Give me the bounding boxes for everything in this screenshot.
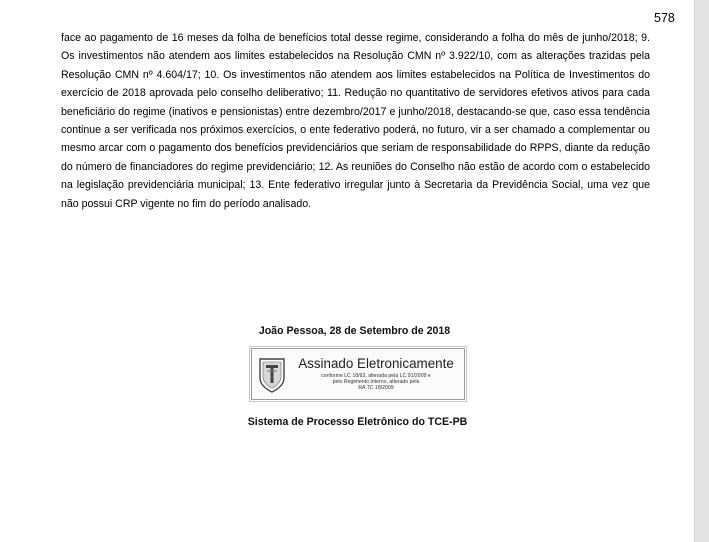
system-name: Sistema de Processo Eletrônico do TCE-PB: [247, 416, 468, 428]
seal-note-line: RA TC 18/2009: [358, 385, 394, 392]
page-number: 578: [654, 11, 675, 25]
place-and-date: João Pessoa, 28 de Setembro de 2018: [258, 325, 451, 337]
tce-pb-logo-icon: [258, 356, 286, 394]
document-body-text: face ao pagamento de 16 meses da folha de benefícios total desse regime, considerando a folha do mês de junho/2018; 9. Os investimentos não atendem aos limites estabelecidos na Resolução CMN nº 3.922/10, com as alterações trazidas pela Resolução CMN nº 4.604/17; 10. Os investimentos não atendem aos limites estabelecidos na Política de Investimentos do exercício de 2018 aprovada pelo conselho deliberativo; 11. Redução no quantitativo de servidores efetivos ativos para cada beneficiário do regime (inativos e pensionistas) entre dezembro/2017 e junho/2018, destacando-se que, caso essa tendência continue a ser verificada nos próximos exercícios, o ente federativo poderá, no futuro, vir a ser chamado a complementar ou mesmo arcar com o pagamento dos benefícios previdenciários que seriam de responsabilidade do RPPS, diante da redução do número de financiadores do regime previdenciário; 12. As reuniões do Conselho não estão de acordo com o estabelecido na legislação previdenciária municipal; 13. Ente federativo irregular junto à Secretaria da Previdência Social, uma vez que não possui CRP vigente no fim do período analisado.: [61, 32, 650, 210]
seal-title: Assinado Eletronicamente: [298, 356, 454, 371]
electronic-signature-seal: [251, 348, 465, 400]
vertical-scrollbar[interactable]: [694, 0, 709, 542]
seal-legal-note: [296, 373, 456, 392]
seal-note-line: pelo Regimento Interno, alterado pela: [332, 379, 420, 386]
seal-note-line: conforme LC 18/93, alterada pela LC 91/2009 e: [321, 373, 431, 379]
